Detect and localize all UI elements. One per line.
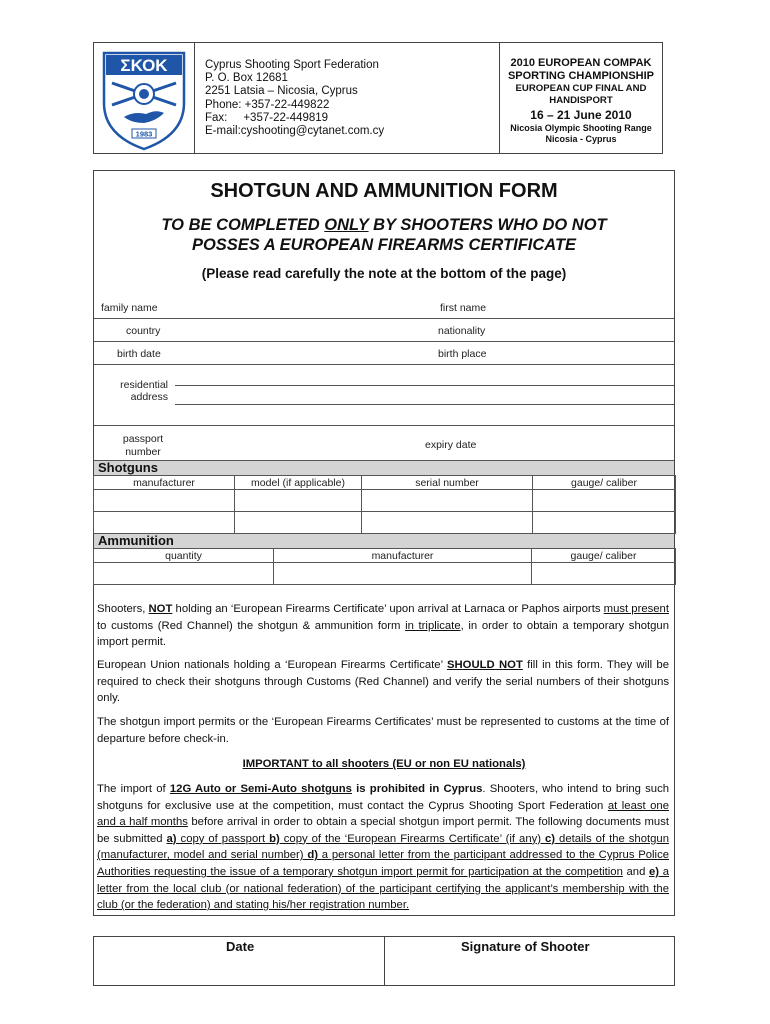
- form-title: SHOTGUN AND AMMUNITION FORM: [210, 180, 558, 202]
- column-header: serial number: [362, 476, 533, 490]
- address-field-line2[interactable]: [175, 404, 674, 405]
- address-line: P. O. Box 12681: [205, 72, 288, 85]
- address-label: address: [130, 391, 168, 403]
- country-label: country: [126, 325, 161, 337]
- event-subtitle: EUROPEAN CUP FINAL AND HANDISPORT: [515, 83, 647, 106]
- event-title-1: 2010 EUROPEAN COMPAK: [510, 57, 652, 69]
- address-line: Phone: +357-22-449822: [205, 98, 330, 111]
- shotguns-table: [93, 475, 676, 534]
- country-field[interactable]: [94, 341, 384, 342]
- email-link[interactable]: E-mail:cyshooting@cytanet.com.cy: [205, 125, 385, 138]
- event-dates: 16 – 21 June 2010: [530, 108, 632, 122]
- nationality-label: nationality: [438, 325, 486, 337]
- number-label: number: [125, 446, 161, 458]
- table-row: [94, 512, 676, 534]
- column-header: quantity: [94, 549, 274, 563]
- date-label: Date: [226, 939, 255, 954]
- table-cell[interactable]: [532, 563, 676, 585]
- form-subtitle: TO BE COMPLETED ONLY BY SHOOTERS WHO DO NOT POSSES A EUROPEAN FIREARMS CERTIFICATE: [161, 216, 607, 254]
- address-line: Cyprus Shooting Sport Federation: [205, 59, 379, 71]
- header-box: [93, 42, 663, 154]
- address-field-line1[interactable]: [175, 385, 674, 386]
- table-cell[interactable]: [94, 512, 235, 534]
- table-cell[interactable]: [362, 490, 533, 512]
- column-header: manufacturer: [94, 476, 235, 490]
- expiry-date-label: expiry date: [425, 439, 477, 451]
- table-cell[interactable]: [235, 490, 362, 512]
- column-header: model (if applicable): [235, 476, 362, 490]
- signature-table: [93, 936, 675, 986]
- table-cell[interactable]: [533, 490, 676, 512]
- address-line: 2251 Latsia – Nicosia, Cyprus: [205, 85, 358, 98]
- table-cell[interactable]: [94, 563, 274, 585]
- divider: [384, 937, 385, 985]
- note-paragraph-2: European Union nationals holding a ‘European Firearms Certificate’ SHOULD NOT fill in this form. They will be required to check their shotguns through Customs (Red Channel) and verify the serial numbers of their shotguns only.: [97, 659, 669, 705]
- table-cell[interactable]: [274, 563, 532, 585]
- event-title-2: SPORTING CHAMPIONSHIP: [507, 70, 655, 82]
- note-paragraph-1: Shooters, NOT holding an ‘European Firearms Certificate’ upon arrival at Larnaca or Paphos airports must present to customs (Red Channel) the shotgun & ammunition form in triplicate, in order to obtain a temporary shotgun import permit.: [97, 603, 669, 649]
- first-name-field[interactable]: [384, 318, 674, 319]
- divider: [94, 425, 674, 426]
- residential-label: residential: [120, 379, 168, 391]
- table-row: [94, 563, 676, 585]
- signature-label: Signature of Shooter: [461, 939, 590, 954]
- note-paragraph-3: The shotgun import permits or the ‘European Firearms Certificates’ must be represented to customs at the time of departure before check-in.: [97, 716, 669, 745]
- table-cell[interactable]: [362, 512, 533, 534]
- shield-logo-icon: [94, 43, 194, 153]
- shotguns-heading: Shotguns: [94, 461, 674, 475]
- birth-date-field[interactable]: [94, 364, 384, 365]
- read-note: (Please read carefully the note at the bottom of the page): [201, 266, 567, 281]
- event-info: [500, 43, 662, 153]
- event-venue: Nicosia Olympic Shooting Range: [510, 123, 652, 133]
- event-city: Nicosia - Cyprus: [545, 134, 617, 144]
- birth-place-label: birth place: [438, 348, 487, 360]
- table-cell[interactable]: [235, 512, 362, 534]
- first-name-label: first name: [440, 302, 487, 314]
- nationality-field[interactable]: [384, 341, 674, 342]
- table-cell[interactable]: [94, 490, 235, 512]
- column-header: gauge/ caliber: [532, 549, 676, 563]
- passport-label: passport: [122, 433, 164, 445]
- family-name-label: family name: [101, 302, 158, 314]
- federation-logo: [94, 43, 194, 153]
- column-header: manufacturer: [274, 549, 532, 563]
- federation-address: [194, 43, 500, 153]
- birth-place-field[interactable]: [384, 364, 674, 365]
- address-line: Fax: +357-22-449819: [205, 111, 329, 124]
- ammunition-table: [93, 548, 676, 585]
- logo-year: 1983: [135, 129, 153, 139]
- important-heading: IMPORTANT to all shooters (EU or non EU nationals): [242, 758, 526, 770]
- column-header: gauge/ caliber: [533, 476, 676, 490]
- ammunition-heading: Ammunition: [94, 534, 674, 548]
- birth-date-label: birth date: [117, 348, 161, 360]
- logo-text: ΣΚΟΚ: [120, 56, 168, 75]
- table-cell[interactable]: [533, 512, 676, 534]
- note-paragraph-4: The import of 12G Auto or Semi-Auto shotguns is prohibited in Cyprus. Shooters, who intend to bring such shotguns for exclusive use at the competition, must contact the Cyprus Shooting Sport Federation at least one and a half months before arrival in order to obtain a special shotgun import permit. The following documents must be submitted a) copy of passport b) copy of the ‘European Firearms Certificate’ (if any) c) details of the shotgun (manufacturer, model and serial number) d) a personal letter from the participant addressed to the Cyprus Police Authorities requesting the issue of a temporary shotgun import permit for participation at the competition and e) a letter from the local club (or national federation) of the participant certifying the applicant’s membership with the club (or the federation) and stating his/her registration number.: [97, 783, 669, 912]
- family-name-field[interactable]: [94, 318, 384, 319]
- table-row: [94, 490, 676, 512]
